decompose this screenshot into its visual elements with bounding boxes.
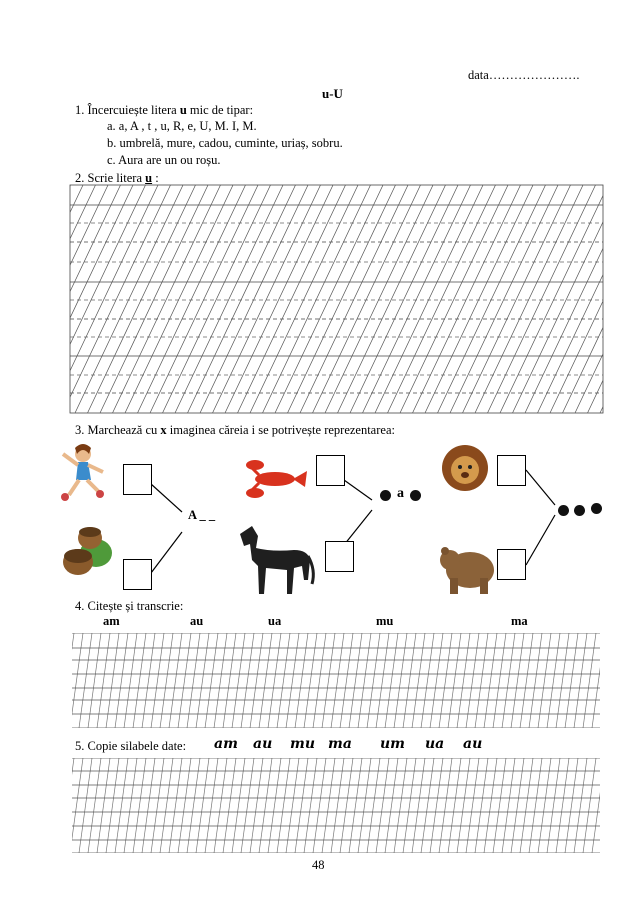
ex4-syllable: am: [103, 614, 120, 628]
pattern-dot: [591, 503, 602, 514]
answer-box-lion[interactable]: [497, 455, 526, 486]
ex5-syllable: ua: [425, 736, 445, 752]
girl-jumping-image: [55, 440, 115, 505]
answer-box-horse[interactable]: [325, 541, 354, 572]
answer-box-bear[interactable]: [497, 549, 526, 580]
ex4-syllable: ma: [511, 614, 528, 628]
pattern-dot: [574, 505, 585, 516]
ex4-label: 4. Citește și transcrie:: [75, 599, 184, 613]
lobster-image: [245, 457, 310, 502]
hazelnuts-image: [56, 518, 116, 578]
ex5-label: 5. Copie silabele date:: [75, 739, 187, 753]
answer-box-girl[interactable]: [123, 464, 152, 495]
ex4-syllable: ua: [268, 614, 282, 628]
page-number: 48: [312, 858, 325, 872]
pattern-a-blank-blank: A _ _: [188, 508, 216, 522]
ex4-syllable: mu: [376, 614, 394, 628]
ex5-syllable: mu: [290, 736, 315, 752]
ex5-syllable: au: [253, 736, 273, 752]
answer-box-hazelnuts[interactable]: [123, 559, 152, 590]
ex1-item-b: b. umbrelă, mure, cadou, cuminte, uriaș, sobru.: [107, 136, 343, 150]
page-title: u-U: [322, 86, 343, 101]
ex2-label: 2. Scrie litera u :: [75, 171, 159, 185]
pattern-dot: [558, 505, 569, 516]
horse-image: [232, 522, 317, 602]
pattern-dot: [410, 490, 421, 501]
lion-image: [440, 443, 490, 493]
ex4-syllable: au: [190, 614, 204, 628]
date-line: data………………….: [468, 68, 580, 82]
pattern-dot: [380, 490, 391, 501]
ex3-label: 3. Marchează cu x imaginea căreia i se potrivește reprezentarea:: [75, 423, 395, 437]
ex5-syllable: am: [214, 736, 238, 752]
answer-box-lobster[interactable]: [316, 455, 345, 486]
bear-image: [436, 540, 496, 598]
ex5-syllable: ma: [328, 736, 352, 752]
pattern-letter-a: a: [397, 486, 404, 501]
ex5-syllable: um: [380, 736, 405, 752]
ex1-label: 1. Încercuiește litera u mic de tipar:: [75, 103, 254, 117]
ex5-syllable: au: [463, 736, 483, 752]
ex1-item-c: c. Aura are un ou roșu.: [107, 153, 221, 167]
ex1-item-a: a. a, A , t , u, R, e, U, M. I, M.: [107, 119, 257, 133]
